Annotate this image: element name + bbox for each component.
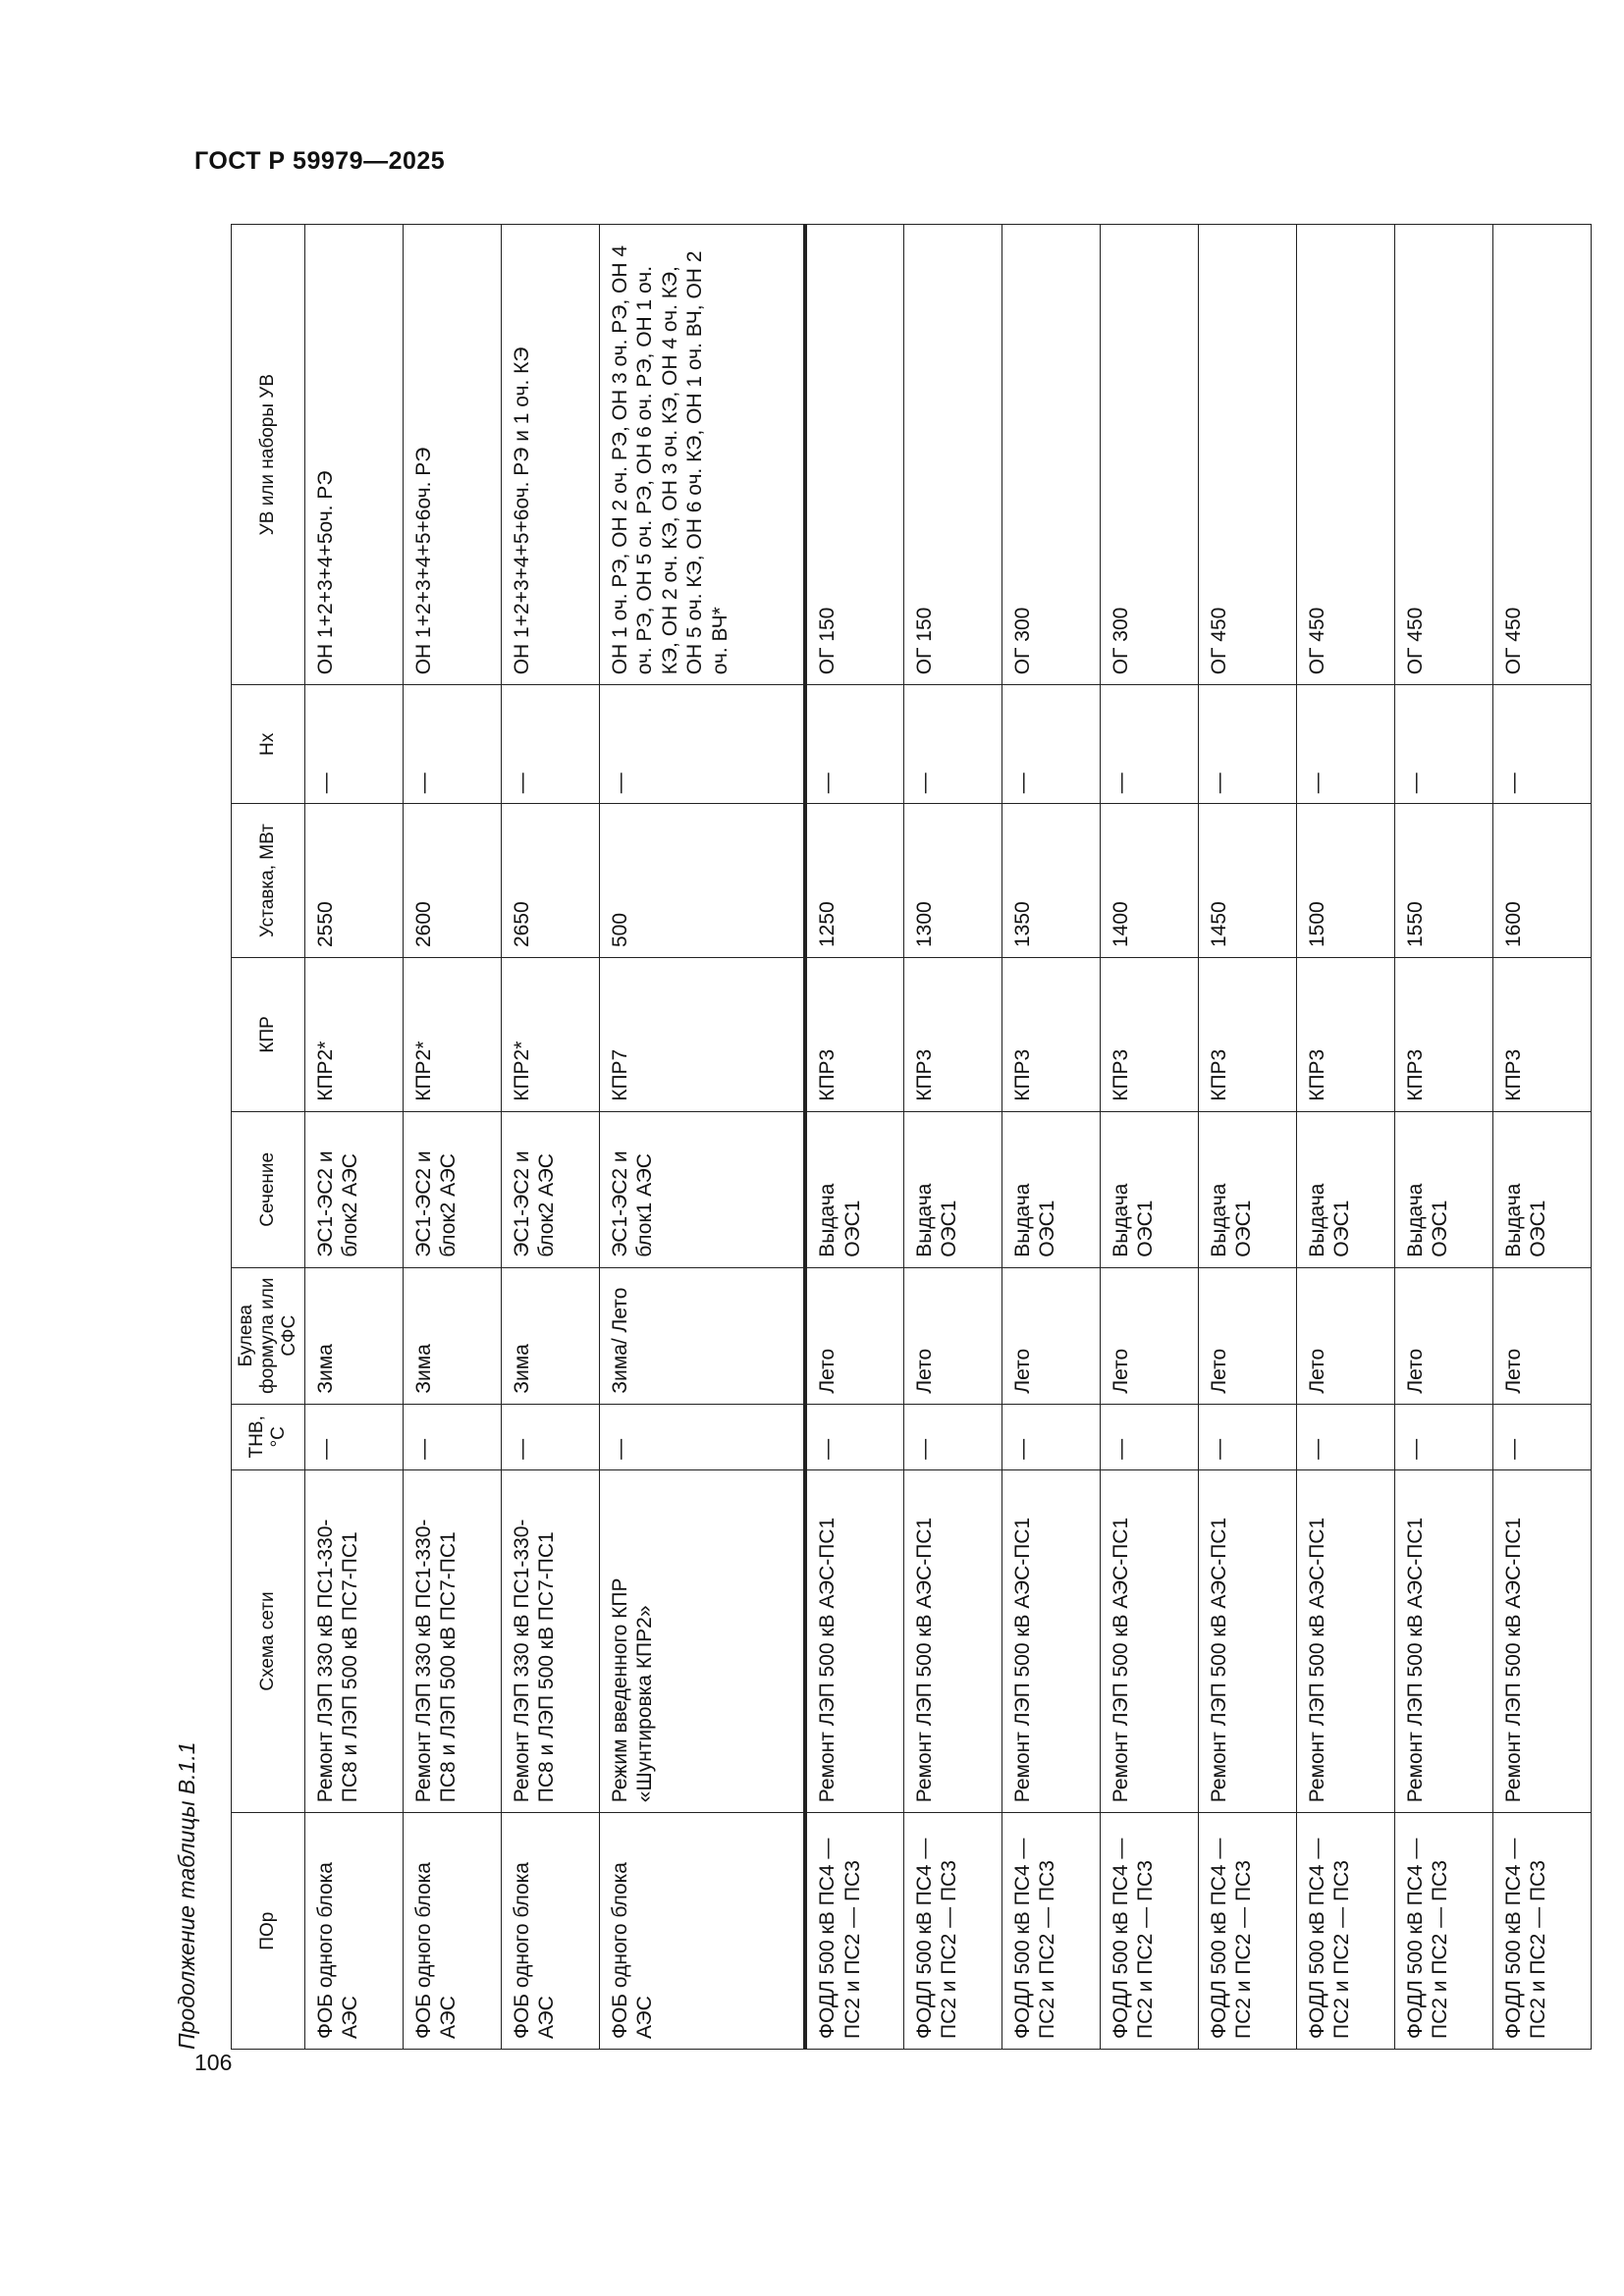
boolean-formula-cell: Лето	[1394, 1267, 1492, 1404]
por-cell: ФОБ одного блока АЭС	[403, 1813, 501, 2050]
nx-cell: —	[903, 685, 1001, 804]
thv-cell: —	[903, 1404, 1001, 1469]
network-scheme-cell: Ремонт ЛЭП 330 кВ ПС1-330-ПС8 и ЛЭП 500 кВ ПС7-ПС1	[304, 1469, 403, 1812]
nx-cell: —	[1394, 685, 1492, 804]
nx-cell: —	[1001, 685, 1100, 804]
control-actions-cell: ОГ 450	[1198, 225, 1296, 685]
setting-cell: 1350	[1001, 804, 1100, 958]
table-row	[1394, 225, 1492, 2050]
nx-cell: —	[599, 685, 805, 804]
network-scheme-cell: Ремонт ЛЭП 500 кВ АЭС-ПС1	[1296, 1469, 1394, 1812]
nx-cell: —	[304, 685, 403, 804]
boolean-formula-cell: Лето	[1492, 1267, 1591, 1404]
section-cell: Выдача ОЭС1	[1492, 1111, 1591, 1267]
kpr-cell: КПР3	[1001, 958, 1100, 1112]
kpr-cell: КПР2*	[304, 958, 403, 1112]
por-cell: ФОДЛ 500 кВ ПС4 — ПС2 и ПС2 — ПС3	[805, 1813, 903, 2050]
network-scheme-cell: Ремонт ЛЭП 500 кВ АЭС-ПС1	[903, 1469, 1001, 1812]
table-row	[403, 225, 501, 2050]
thv-cell: —	[1394, 1404, 1492, 1469]
kpr-cell: КПР2*	[403, 958, 501, 1112]
column-header: КПР	[232, 958, 305, 1112]
table-row	[903, 225, 1001, 2050]
por-cell: ФОДЛ 500 кВ ПС4 — ПС2 и ПС2 — ПС3	[1001, 1813, 1100, 2050]
section-cell: Выдача ОЭС1	[1296, 1111, 1394, 1267]
document-header: ГОСТ Р 59979—2025	[194, 147, 446, 175]
nx-cell: —	[501, 685, 599, 804]
section-cell: ЭС1-ЭС2 и блок2 АЭС	[403, 1111, 501, 1267]
setting-cell: 1300	[903, 804, 1001, 958]
kpr-cell: КПР3	[903, 958, 1001, 1112]
table-row	[1296, 225, 1394, 2050]
table-row	[805, 225, 903, 2050]
section-cell: ЭС1-ЭС2 и блок1 АЭС	[599, 1111, 805, 1267]
boolean-formula-cell: Зима	[304, 1267, 403, 1404]
por-cell: ФОБ одного блока АЭС	[304, 1813, 403, 2050]
data-table	[231, 224, 1592, 2050]
kpr-cell: КПР2*	[501, 958, 599, 1112]
section-cell: Выдача ОЭС1	[903, 1111, 1001, 1267]
boolean-formula-cell: Лето	[805, 1267, 903, 1404]
setting-cell: 500	[599, 804, 805, 958]
thv-cell: —	[805, 1404, 903, 1469]
control-actions-cell: ОГ 150	[805, 225, 903, 685]
column-header: Уставка, МВт	[232, 804, 305, 958]
por-cell: ФОДЛ 500 кВ ПС4 — ПС2 и ПС2 — ПС3	[1100, 1813, 1198, 2050]
section-cell: Выдача ОЭС1	[1198, 1111, 1296, 1267]
boolean-formula-cell: Зима	[501, 1267, 599, 1404]
por-cell: ФОДЛ 500 кВ ПС4 — ПС2 и ПС2 — ПС3	[1492, 1813, 1591, 2050]
control-actions-cell: ОГ 300	[1100, 225, 1198, 685]
section-cell: Выдача ОЭС1	[805, 1111, 903, 1267]
setting-cell: 1500	[1296, 804, 1394, 958]
section-cell: ЭС1-ЭС2 и блок2 АЭС	[304, 1111, 403, 1267]
setting-cell: 2650	[501, 804, 599, 958]
control-actions-cell: ОГ 300	[1001, 225, 1100, 685]
section-cell: Выдача ОЭС1	[1001, 1111, 1100, 1267]
thv-cell: —	[599, 1404, 805, 1469]
table-body	[304, 225, 1591, 2050]
thv-cell: —	[403, 1404, 501, 1469]
nx-cell: —	[1198, 685, 1296, 804]
network-scheme-cell: Ремонт ЛЭП 500 кВ АЭС-ПС1	[1001, 1469, 1100, 1812]
por-cell: ФОДЛ 500 кВ ПС4 — ПС2 и ПС2 — ПС3	[903, 1813, 1001, 2050]
column-header: Сечение	[232, 1111, 305, 1267]
nx-cell: —	[805, 685, 903, 804]
column-header: Схема сети	[232, 1469, 305, 1812]
network-scheme-cell: Ремонт ЛЭП 500 кВ АЭС-ПС1	[1198, 1469, 1296, 1812]
column-header: ТНВ, °С	[232, 1404, 305, 1469]
kpr-cell: КПР3	[1100, 958, 1198, 1112]
boolean-formula-cell: Лето	[1001, 1267, 1100, 1404]
table-row	[1100, 225, 1198, 2050]
table-row	[1198, 225, 1296, 2050]
control-actions-cell: ОГ 450	[1394, 225, 1492, 685]
page-number: 106	[194, 2050, 233, 2075]
kpr-cell: КПР3	[1296, 958, 1394, 1112]
control-actions-cell: ОН 1+2+3+4+5+6оч. РЭ и 1 оч. КЭ	[501, 225, 599, 685]
nx-cell: —	[403, 685, 501, 804]
section-cell: ЭС1-ЭС2 и блок2 АЭС	[501, 1111, 599, 1267]
kpr-cell: КПР7	[599, 958, 805, 1112]
control-actions-cell: ОН 1+2+3+4+5+6оч. РЭ	[403, 225, 501, 685]
section-cell: Выдача ОЭС1	[1100, 1111, 1198, 1267]
column-header: УВ или наборы УВ	[232, 225, 305, 685]
boolean-formula-cell: Лето	[1296, 1267, 1394, 1404]
boolean-formula-cell: Лето	[1198, 1267, 1296, 1404]
network-scheme-cell: Ремонт ЛЭП 500 кВ АЭС-ПС1	[805, 1469, 903, 1812]
table-row	[501, 225, 599, 2050]
rotated-table-area	[174, 224, 1550, 2050]
section-cell: Выдача ОЭС1	[1394, 1111, 1492, 1267]
table-row	[599, 225, 805, 2050]
thv-cell: —	[1296, 1404, 1394, 1469]
setting-cell: 1450	[1198, 804, 1296, 958]
control-actions-cell: ОГ 450	[1296, 225, 1394, 685]
column-header: ПОр	[232, 1813, 305, 2050]
thv-cell: —	[1198, 1404, 1296, 1469]
network-scheme-cell: Ремонт ЛЭП 330 кВ ПС1-330-ПС8 и ЛЭП 500 кВ ПС7-ПС1	[501, 1469, 599, 1812]
por-cell: ФОДЛ 500 кВ ПС4 — ПС2 и ПС2 — ПС3	[1394, 1813, 1492, 2050]
column-header: Нх	[232, 685, 305, 804]
kpr-cell: КПР3	[1492, 958, 1591, 1112]
nx-cell: —	[1492, 685, 1591, 804]
nx-cell: —	[1100, 685, 1198, 804]
setting-cell: 1250	[805, 804, 903, 958]
control-actions-cell: ОГ 450	[1492, 225, 1591, 685]
network-scheme-cell: Ремонт ЛЭП 330 кВ ПС1-330-ПС8 и ЛЭП 500 кВ ПС7-ПС1	[403, 1469, 501, 1812]
boolean-formula-cell: Зима/ Лето	[599, 1267, 805, 1404]
network-scheme-cell: Ремонт ЛЭП 500 кВ АЭС-ПС1	[1100, 1469, 1198, 1812]
thv-cell: —	[304, 1404, 403, 1469]
setting-cell: 1550	[1394, 804, 1492, 958]
boolean-formula-cell: Лето	[903, 1267, 1001, 1404]
column-header: Булева формула или СФС	[232, 1267, 305, 1404]
thv-cell: —	[1001, 1404, 1100, 1469]
boolean-formula-cell: Лето	[1100, 1267, 1198, 1404]
setting-cell: 1600	[1492, 804, 1591, 958]
setting-cell: 2550	[304, 804, 403, 958]
por-cell: ФОБ одного блока АЭС	[501, 1813, 599, 2050]
thv-cell: —	[501, 1404, 599, 1469]
setting-cell: 1400	[1100, 804, 1198, 958]
table-row	[1492, 225, 1591, 2050]
thv-cell: —	[1100, 1404, 1198, 1469]
por-cell: ФОБ одного блока АЭС	[599, 1813, 805, 2050]
control-actions-cell: ОН 1+2+3+4+5оч. РЭ	[304, 225, 403, 685]
network-scheme-cell: Ремонт ЛЭП 500 кВ АЭС-ПС1	[1492, 1469, 1591, 1812]
network-scheme-cell: Ремонт ЛЭП 500 кВ АЭС-ПС1	[1394, 1469, 1492, 1812]
table-row	[1001, 225, 1100, 2050]
por-cell: ФОДЛ 500 кВ ПС4 — ПС2 и ПС2 — ПС3	[1296, 1813, 1394, 2050]
kpr-cell: КПР3	[1198, 958, 1296, 1112]
table-caption: Продолжение таблицы В.1.1	[174, 1741, 199, 2050]
thv-cell: —	[1492, 1404, 1591, 1469]
nx-cell: —	[1296, 685, 1394, 804]
table-row	[304, 225, 403, 2050]
table-header-row	[232, 225, 305, 2050]
control-actions-cell: ОГ 150	[903, 225, 1001, 685]
network-scheme-cell: Режим введенного КПР «Шунтировка КПР2»	[599, 1469, 805, 1812]
kpr-cell: КПР3	[1394, 958, 1492, 1112]
setting-cell: 2600	[403, 804, 501, 958]
kpr-cell: КПР3	[805, 958, 903, 1112]
control-actions-cell: ОН 1 оч. РЭ, ОН 2 оч. РЭ, ОН 3 оч. РЭ, ОН 4 оч. РЭ, ОН 5 оч. РЭ, ОН 6 оч. РЭ, ОН 1 оч. КЭ, ОН 2 оч. КЭ, ОН 3 оч. КЭ, ОН 4 оч. КЭ, ОН 5 оч. КЭ, ОН 6 оч. КЭ, ОН 1 оч. ВЧ, ОН 2 оч. ВЧ*	[599, 225, 805, 685]
boolean-formula-cell: Зима	[403, 1267, 501, 1404]
por-cell: ФОДЛ 500 кВ ПС4 — ПС2 и ПС2 — ПС3	[1198, 1813, 1296, 2050]
